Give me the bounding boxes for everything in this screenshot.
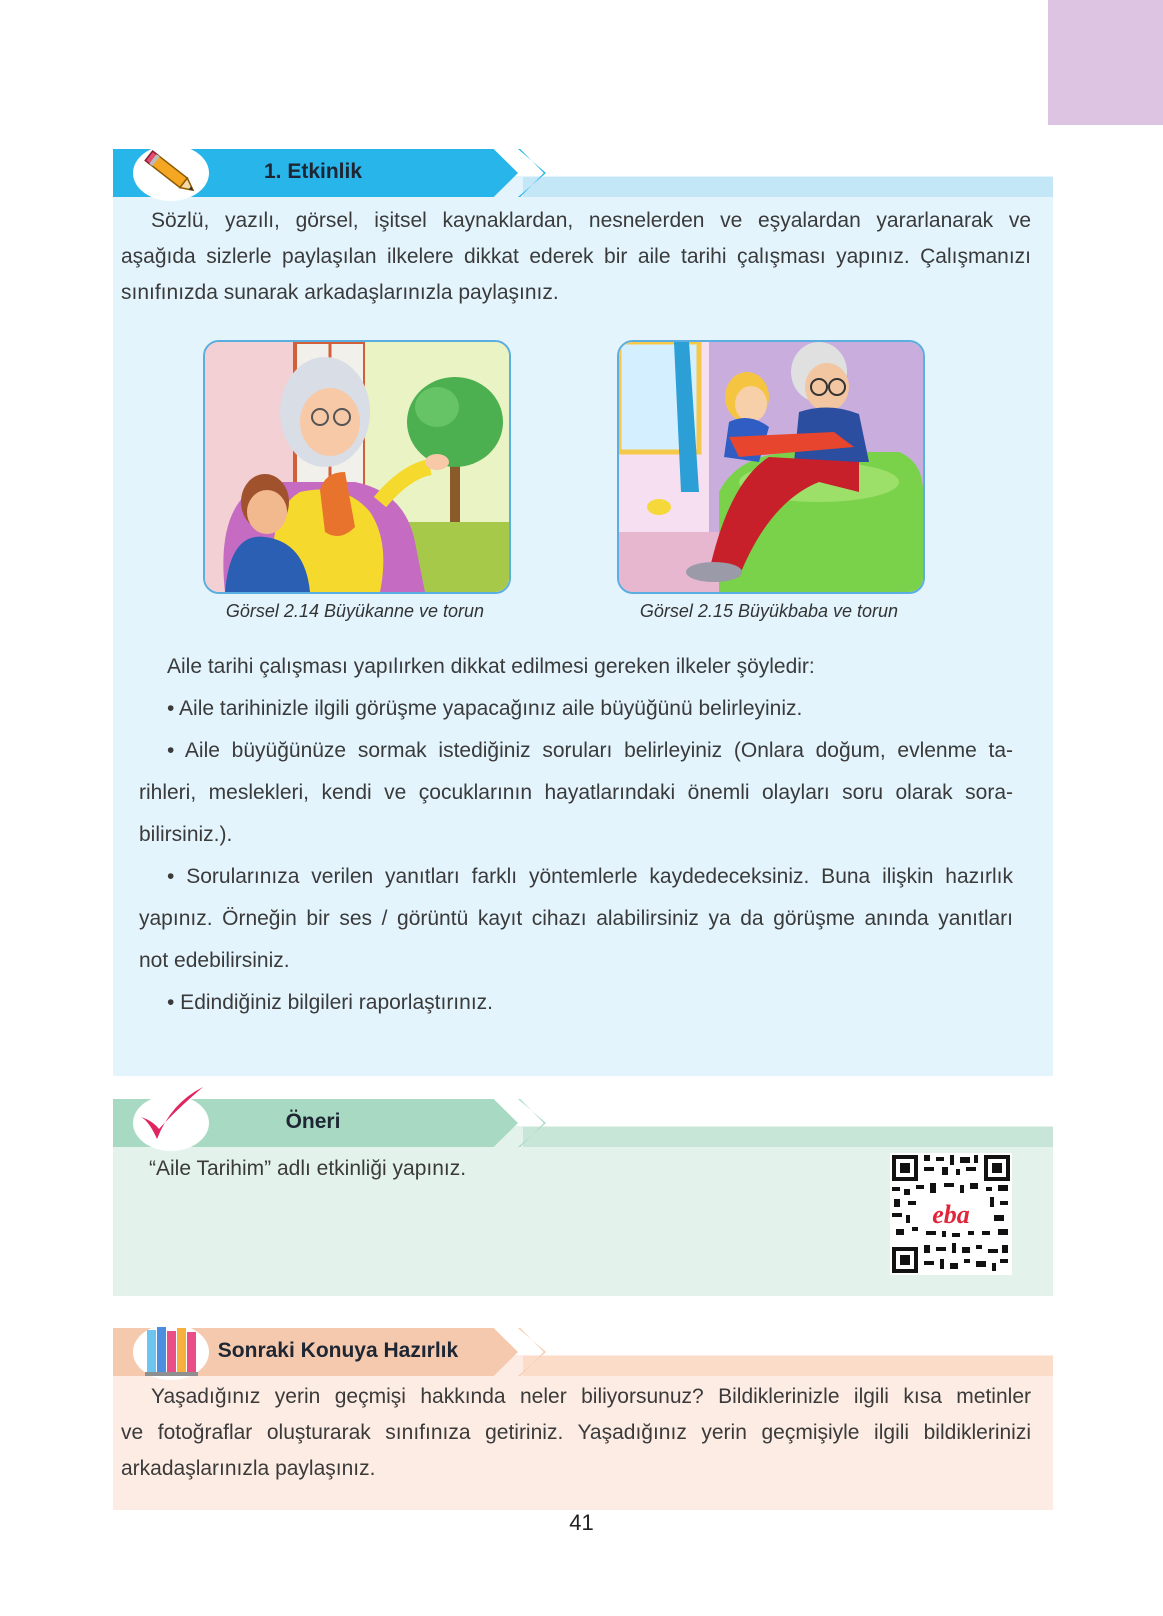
- intro-line: aşağıda sizlerle paylaşılan ilkelere dikkat ederek bir aile tarihi çalışması yapınız. Çalışmanızı: [121, 245, 1031, 268]
- figure-grandmother: [203, 340, 511, 594]
- figure-grandfather: [617, 340, 925, 594]
- principle-line: • Edindiğiniz bilgileri raporlaştırınız.: [167, 991, 493, 1014]
- grandfather-illustration: [619, 342, 923, 592]
- header-strip: [523, 1127, 1053, 1147]
- etkinlik-title: 1. Etkinlik: [263, 160, 363, 183]
- sonraki-line: Yaşadığınız yerin geçmişi hakkında neler biliyorsunuz? Bildiklerinizle ilgili kısa metinler: [151, 1385, 1031, 1408]
- intro-line: sınıfınızda sunarak arkadaşlarınızla paylaşınız.: [121, 281, 559, 304]
- intro-line: Sözlü, yazılı, görsel, işitsel kaynaklardan, nesnelerden ve eşyalardan yararlanarak ve: [151, 209, 1031, 232]
- sonraki-line: ve fotoğraflar oluşturarak sınıfınıza getiriniz. Yaşadığınız yerin geçmişiyle ilgili bildiklerinizi: [121, 1421, 1031, 1444]
- principles-intro: Aile tarihi çalışması yapılırken dikkat edilmesi gereken ilkeler şöyledir:: [167, 655, 815, 678]
- qr-logo: eba: [932, 1200, 970, 1229]
- sonraki-line: arkadaşlarınızla paylaşınız.: [121, 1457, 376, 1480]
- principle-line: rihleri, meslekleri, kendi ve çocuklarının hayatlarındaki önemli olayları soru olarak sora-: [139, 781, 1013, 804]
- header-strip: [523, 1356, 1053, 1376]
- corner-tab: [1048, 0, 1163, 125]
- figure-caption: Görsel 2.15 Büyükbaba ve torun: [639, 601, 899, 621]
- page-number: 41: [569, 1510, 594, 1535]
- principle-line: • Aile tarihinizle ilgili görüşme yapacağınız aile büyüğünü belirleyiniz.: [167, 697, 803, 720]
- principle-line: bilirsiniz.).: [139, 823, 233, 846]
- oneri-title: Öneri: [285, 1110, 341, 1133]
- qr-code-icon[interactable]: [890, 1153, 1012, 1275]
- figure-caption: Görsel 2.14 Büyükanne ve torun: [225, 601, 485, 621]
- header-strip: [523, 177, 1053, 197]
- grandmother-illustration: [205, 342, 509, 592]
- principle-line: • Aile büyüğünüze sormak istediğiniz soruları belirleyiniz (Onlara doğum, evlenme ta-: [167, 739, 1013, 762]
- sonraki-title: Sonraki Konuya Hazırlık: [217, 1339, 459, 1362]
- principle-line: yapınız. Örneğin bir ses / görüntü kayıt cihazı alabilirsiniz ya da görüşme anında yanıtları: [139, 907, 1013, 930]
- principle-line: not edebilirsiniz.: [139, 949, 290, 972]
- principle-line: • Sorularınıza verilen yanıtları farklı yöntemlerle kaydedeceksiniz. Buna ilişkin hazırlık: [167, 865, 1013, 888]
- oneri-text: “Aile Tarihim” adlı etkinliği yapınız.: [149, 1157, 467, 1180]
